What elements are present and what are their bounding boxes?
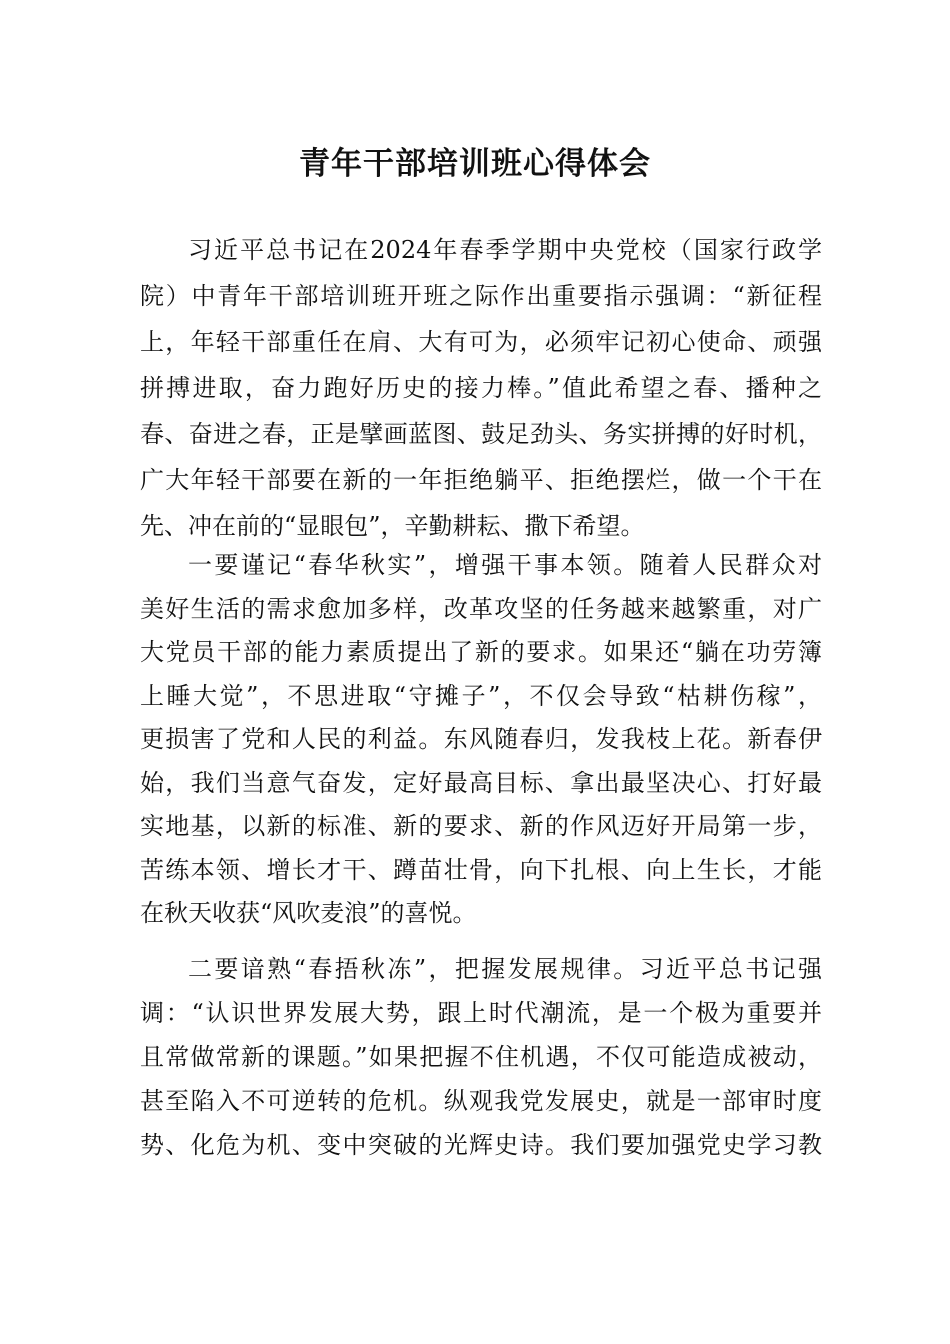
text-line: 在秋天收获“风吹麦浪”的喜悦。 bbox=[140, 899, 477, 927]
text-line: 甚至陷入不可逆转的危机。纵观我党发展史，就是一部审时度 bbox=[140, 1087, 822, 1115]
text-line: 更损害了党和人民的利益。东风随春归，发我枝上花。新春伊 bbox=[140, 725, 822, 753]
text-line: 二要谙熟“春捂秋冻”，把握发展规律。习近平总书记强 bbox=[188, 955, 822, 983]
text-line: 实地基，以新的标准、新的要求、新的作风迈好开局第一步， bbox=[140, 812, 822, 840]
text-line: 院）中青年干部培训班开班之际作出重要指示强调：“新征程 bbox=[140, 282, 822, 310]
text-line: 势、化危为机、变中突破的光辉史诗。我们要加强党史学习教 bbox=[140, 1131, 822, 1159]
text-line: 习近平总书记在2024年春季学期中央党校（国家行政学 bbox=[188, 236, 822, 264]
paragraph-point-two bbox=[140, 947, 822, 1167]
text-line: 始，我们当意气奋发，定好最高目标、拿出最坚决心、打好最 bbox=[140, 768, 822, 797]
text-line: 一要谨记“春华秋实”，增强干事本领。随着人民群众对 bbox=[188, 551, 822, 579]
text-line: 广大年轻干部要在新的一年拒绝躺平、拒绝摆烂，做一个干在 bbox=[140, 466, 822, 494]
text-line: 且常做常新的课题。”如果把握不住机遇，不仅可能造成被动， bbox=[140, 1043, 822, 1071]
paragraph-intro bbox=[140, 227, 822, 549]
text-line: 上睡大觉”，不思进取“守摊子”，不仅会导致“枯耕伤稼”， bbox=[140, 681, 822, 710]
text-line: 春、奋进之春，正是擘画蓝图、鼓足劲头、务实拼搏的好时机， bbox=[140, 420, 822, 448]
text-line: 大党员干部的能力素质提出了新的要求。如果还“躺在功劳簿 bbox=[140, 638, 822, 666]
document-title: 青年干部培训班心得体会 bbox=[299, 146, 651, 182]
text-line: 美好生活的需求愈加多样，改革攻坚的任务越来越繁重，对广 bbox=[140, 594, 822, 623]
text-line: 先、冲在前的“显眼包”，辛勤耕耘、撒下希望。 bbox=[140, 512, 645, 540]
paragraph-point-one bbox=[140, 544, 822, 936]
text-line: 拼搏进取，奋力跑好历史的接力棒。”值此希望之春、播种之 bbox=[140, 374, 822, 402]
text-line: 苦练本领、增长才干、蹲苗壮骨，向下扎根、向上生长，才能 bbox=[140, 855, 822, 884]
text-line: 调：“认识世界发展大势，跟上时代潮流，是一个极为重要并 bbox=[140, 999, 822, 1027]
text-line: 上，年轻干部重任在肩、大有可为，必须牢记初心使命、顽强 bbox=[140, 328, 822, 356]
